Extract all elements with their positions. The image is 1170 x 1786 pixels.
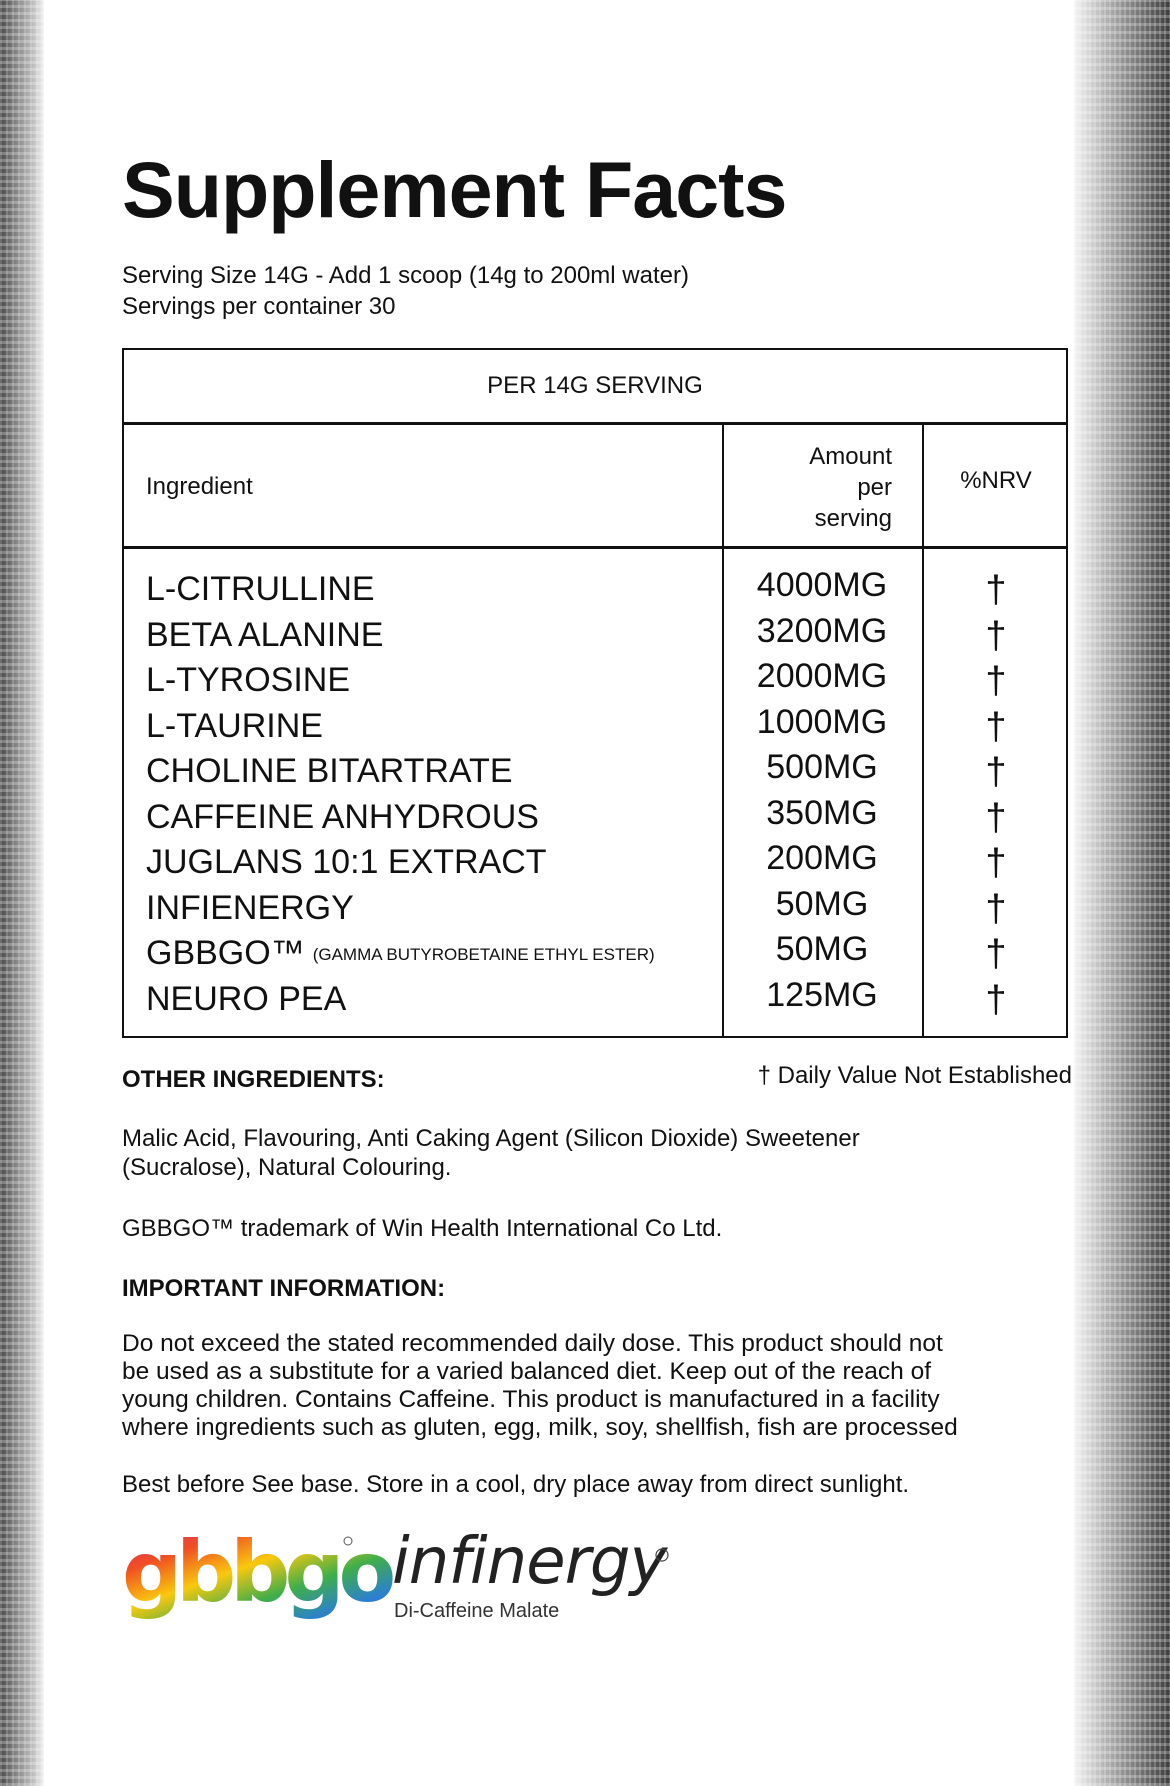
dagger-icon: † (985, 751, 1007, 793)
supplement-facts-table (122, 348, 1068, 1038)
ingredient-amount: 50MG (775, 930, 869, 968)
table-row (124, 566, 1066, 616)
other-ingredients-text (122, 1124, 1072, 1182)
ingredient-amount: 350MG (766, 793, 878, 832)
column-header-nrv: %NRV (960, 467, 1032, 494)
ingredient-name-text: GBBGO™ (146, 934, 305, 972)
ingredient-name: BETA ALANINE (146, 615, 384, 654)
brand-logos (122, 1525, 722, 1645)
grunge-border-right (1074, 0, 1170, 1786)
ingredient-name: CHOLINE BITARTRATE (146, 752, 513, 790)
infinergy-tagline: Di-Caffeine Malate (394, 1600, 560, 1622)
dagger-icon: † (985, 705, 1007, 748)
table-row (124, 839, 1066, 889)
ingredient-amount: 125MG (766, 975, 878, 1014)
important-info-heading: IMPORTANT INFORMATION: (122, 1275, 446, 1302)
ingredient-amount: 3200MG (756, 611, 888, 650)
column-header-amount (724, 441, 892, 534)
logos-svg (122, 1525, 722, 1645)
amount-header-line: Amount (809, 443, 892, 470)
other-ingredients-heading: OTHER INGREDIENTS: (122, 1066, 385, 1093)
table-row (124, 657, 1066, 707)
infinergy-logo (392, 1525, 669, 1622)
dagger-icon: † (985, 660, 1007, 702)
table-row (124, 793, 1066, 844)
dagger-icon: † (985, 842, 1007, 884)
table-row (124, 748, 1066, 798)
text-line: be used as a substitute for a varied balanced diet. Keep out of the reach of (122, 1358, 932, 1385)
ingredient-name: JUGLANS 10:1 EXTRACT (146, 843, 547, 881)
page-title: Supplement Facts (122, 145, 787, 234)
servings-per-container: Servings per container 30 (122, 293, 396, 320)
dagger-icon: † (985, 796, 1007, 839)
serving-info (122, 260, 1072, 322)
ingredient-amount: 1000MG (756, 702, 888, 741)
ingredient-amount: 50MG (775, 884, 869, 923)
gbbgo-wordmark: gbbgo (122, 1525, 391, 1621)
text-line: (Sucralose), Natural Colouring. (122, 1154, 452, 1181)
dagger-icon: † (985, 978, 1007, 1021)
dagger-icon: † (985, 569, 1007, 611)
table-row (124, 611, 1066, 662)
amount-header-line: per (857, 474, 892, 501)
trademark-note: GBBGO™ trademark of Win Health International Co Ltd. (122, 1215, 723, 1242)
ingredient-amount: 4000MG (756, 566, 888, 604)
column-header-ingredient: Ingredient (146, 473, 253, 500)
table-column-headers (124, 425, 1066, 549)
ingredient-name: L-TAURINE (146, 706, 323, 745)
ingredient-amount: 200MG (766, 839, 878, 877)
table-row (124, 975, 1066, 1026)
infinergy-wordmark: infinergy (392, 1525, 667, 1599)
ingredient-name: CAFFEINE ANHYDROUS (146, 797, 539, 836)
table-row (124, 702, 1066, 753)
table-row (124, 884, 1066, 935)
ingredient-name: NEURO PEA (146, 979, 347, 1018)
ingredient-amount: 500MG (766, 748, 878, 786)
dagger-icon: † (985, 933, 1007, 975)
ingredient-name: L-TYROSINE (146, 661, 351, 699)
header (122, 145, 1072, 322)
gbbgo-logo (122, 1525, 394, 1621)
text-line: Malic Acid, Flavouring, Anti Caking Agent (Silicon Dioxide) Sweetener (122, 1125, 860, 1152)
ingredient-name: INFIENERGY (146, 888, 354, 927)
ingredient-amount: 2000MG (756, 657, 888, 695)
storage-note: Best before See base. Store in a cool, dry place away from direct sunlight. (122, 1471, 910, 1498)
text-line: where ingredients such as gluten, egg, milk, soy, shellfish, fish are processed (122, 1414, 958, 1441)
important-info-text (122, 1330, 1072, 1442)
ingredient-note: (GAMMA BUTYROBETAINE ETHYL ESTER) (312, 945, 655, 964)
ingredient-name (146, 934, 655, 973)
serving-banner: PER 14G SERVING (124, 350, 1066, 425)
daily-value-note: † Daily Value Not Established (757, 1062, 1072, 1089)
grunge-border-left (0, 0, 44, 1786)
text-line: Do not exceed the stated recommended daily dose. This product should not (122, 1330, 943, 1357)
ingredient-rows (124, 566, 1066, 1025)
serving-size: Serving Size 14G - Add 1 scoop (14g to 200ml water) (122, 262, 689, 289)
dagger-icon: † (985, 887, 1007, 930)
ingredient-name: L-CITRULLINE (146, 570, 375, 608)
amount-header-line: serving (814, 505, 892, 532)
table-row (124, 930, 1066, 980)
dagger-icon: † (985, 614, 1007, 657)
text-line: young children. Contains Caffeine. This product is manufactured in a facility (122, 1386, 940, 1413)
